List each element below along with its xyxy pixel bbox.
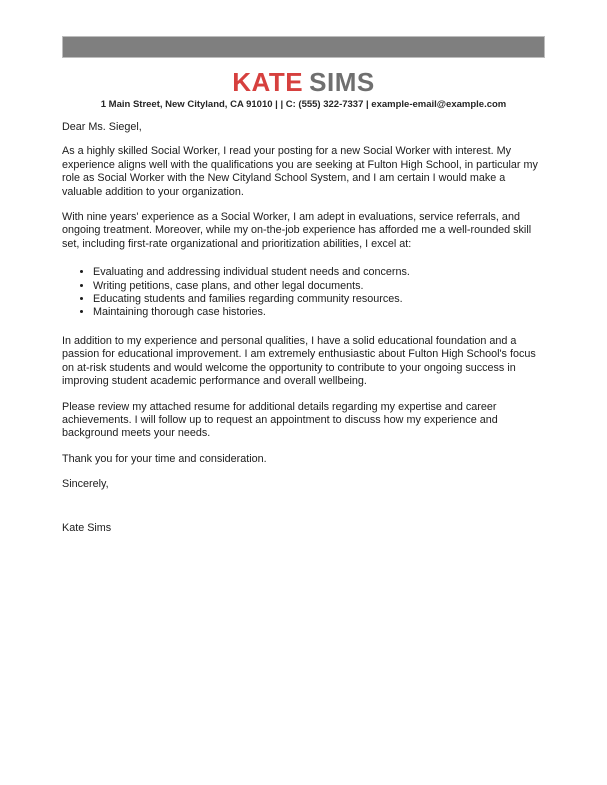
bullet-item: • Writing petitions, case plans, and other legal documents.	[93, 280, 546, 293]
bullet-item: • Evaluating and addressing individual student needs and concerns.	[93, 266, 546, 279]
contact-info: 1 Main Street, New Cityland, CA 91010 | | C: (555) 322-7337 | example-email@example.com	[100, 99, 507, 110]
salutation: Dear Ms. Siegel,	[62, 121, 142, 133]
paragraph-intro: As a highly skilled Social Worker, I read your posting for a new Social Worker with interest. My experience aligns well with the qualifications you are seeking at Fulton High School, in particular my role as Social Worker with the New Cityland School System, and I am certain I would make a valuable addition to your organization.	[62, 145, 538, 198]
last-name: SIMS	[309, 67, 375, 97]
paragraph-thanks: Thank you for your time and consideration.	[62, 452, 267, 465]
paragraph-resume: Please review my attached resume for additional details regarding my expertise and career achievements. I will follow up to request an appointment to discuss how my experience and background meets your needs.	[62, 400, 498, 440]
paragraph-education: In addition to my experience and personal qualities, I have a solid educational foundation and a passion for educational improvement. I am extremely enthusiastic about Fulton High School's focus on at-risk students and would welcome the opportunity to contribute to your ongoing success in improving student academic performance and overall wellbeing.	[62, 334, 536, 388]
paragraph-experience: With nine years' experience as a Social Worker, I am adept in evaluations, service referrals, and ongoing treatment. Moreover, while my on-the-job experience has afforded me a well-rounded skill set, including first-rate organizational and prioritization abilities, I excel at:	[62, 211, 532, 250]
first-name: KATE	[232, 67, 304, 97]
page-title	[0, 68, 607, 96]
header-accent-bar	[62, 36, 545, 58]
signature-name: Kate Sims	[62, 521, 112, 534]
valediction: Sincerely,	[62, 478, 109, 491]
skills-bullet-list	[62, 266, 546, 320]
letter-body	[62, 121, 546, 547]
bullet-item: • Maintaining thorough case histories.	[93, 306, 546, 319]
bullet-item: • Educating students and families regarding community resources.	[93, 293, 546, 306]
